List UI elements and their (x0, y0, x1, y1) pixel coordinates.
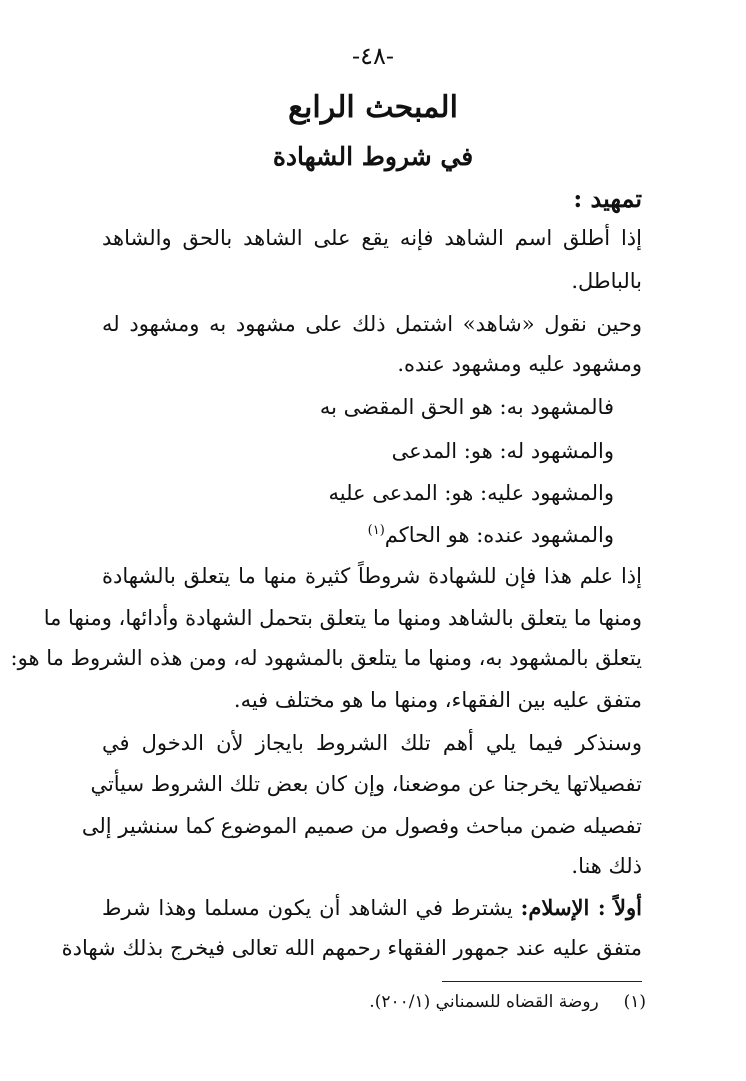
footnote-text: روضة القضاه للسمناني (٢٠٠/١). (369, 992, 599, 1012)
text-line (368, 517, 614, 549)
text-span: يشترط في الشاهد أن يكون مسلما وهذا شرط (102, 896, 521, 920)
text-line: والمشهود له: هو: المدعى (391, 439, 614, 463)
footnote-marker: (١) (623, 992, 646, 1012)
text-line: تفصيلاتها يخرجنا عن موضعنا، وإن كان بعض تلك الشروط سيأتي (90, 772, 642, 796)
text-line: والمشهود عليه: هو: المدعى عليه (328, 481, 614, 505)
text-line: وحين نقول «شاهد» اشتمل ذلك على مشهود به ومشهود له (102, 312, 642, 336)
footnote (369, 992, 646, 1012)
text-line: فالمشهود به: هو الحق المقضى به (319, 395, 614, 419)
text-line (102, 894, 642, 922)
section-heading-islam: أولاً : الإسلام: (520, 895, 642, 920)
text-line: ومشهود عليه ومشهود عنده. (397, 352, 642, 376)
text-line: متفق عليه عند جمهور الفقهاء رحمهم الله تعالى فيخرج بذلك شهادة (61, 936, 642, 960)
text-line: إذا أطلق اسم الشاهد فإنه يقع على الشاهد بالحق والشاهد (102, 226, 642, 250)
text-line: ومنها ما يتعلق بالشاهد ومنها ما يتعلق بتحمل الشهادة وأدائها، ومنها ما (43, 606, 642, 630)
chapter-title: المبحث الرابع (288, 90, 458, 125)
text-line: تفصيله ضمن مباحث وفصول من صميم الموضوع كما سنشير إلى (81, 814, 642, 838)
footnote-divider (442, 981, 642, 982)
intro-heading: تمهيد : (573, 184, 642, 213)
text-line: إذا علم هذا فإن للشهادة شروطاً كثيرة منها ما يتعلق بالشهادة (102, 564, 642, 588)
text-span: والمشهود عنده: هو الحاكم (384, 523, 614, 547)
text-line: متفق عليه بين الفقهاء، ومنها ما هو مختلف فيه. (233, 688, 642, 712)
text-line: يتعلق بالمشهود به، ومنها ما يتلعق بالمشهود له، ومن هذه الشروط ما هو: (10, 646, 642, 670)
footnote-ref: (١) (367, 523, 385, 538)
text-line: وسنذكر فيما يلي أهم تلك الشروط بايجاز لأن الدخول في (102, 731, 642, 755)
text-line: بالباطل. (571, 269, 642, 293)
chapter-subtitle: في شروط الشهادة (272, 142, 474, 171)
page-number: -٤٨- (352, 42, 394, 70)
text-line: ذلك هنا. (571, 854, 642, 878)
